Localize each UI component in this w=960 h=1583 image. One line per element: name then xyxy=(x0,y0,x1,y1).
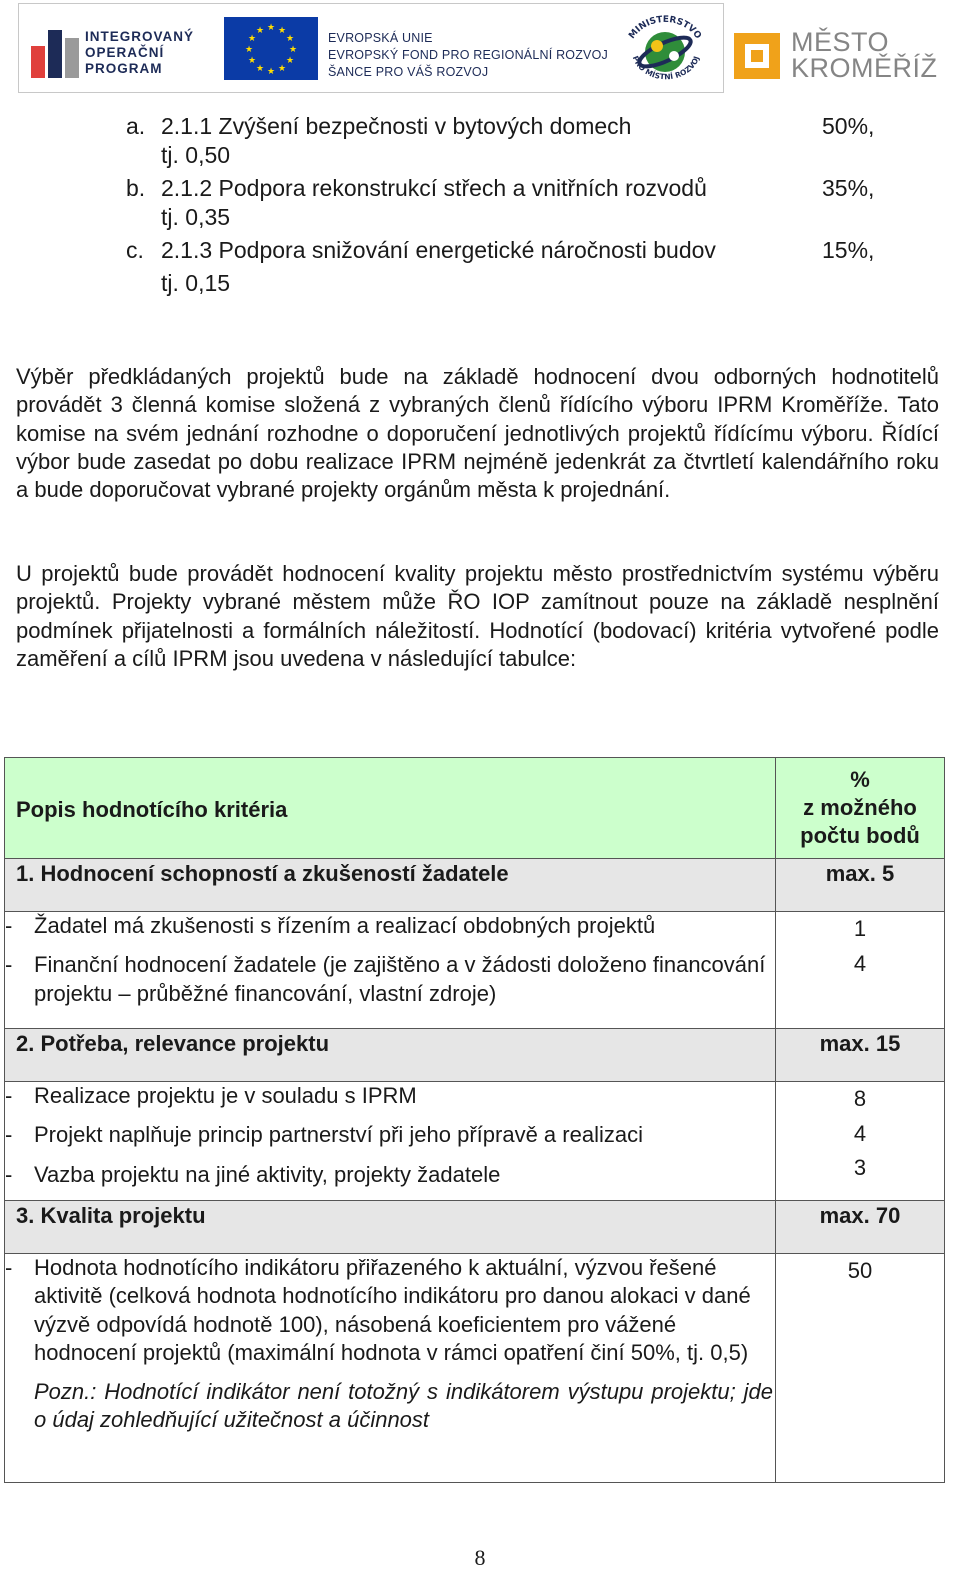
item-dash: - xyxy=(5,952,13,978)
list-item-continuation: tj. 0,35 xyxy=(161,204,231,230)
section-title: 3. Kvalita projektu xyxy=(5,1201,776,1254)
svg-text:★: ★ xyxy=(285,56,295,66)
header-points-line: % xyxy=(850,767,870,792)
table-row xyxy=(5,1254,945,1483)
list-item-text: 2.1.3 Podpora snižování energetické náročnosti budov xyxy=(161,237,716,263)
measure-list xyxy=(126,113,886,299)
item-text: Žadatel má zkušenosti s řízením a realizací obdobných projektů xyxy=(34,913,656,938)
criterion-item xyxy=(5,1082,775,1110)
header-criterion: Popis hodnotícího kritéria xyxy=(5,758,776,859)
item-dash: - xyxy=(5,1083,13,1108)
page-number: 8 xyxy=(474,1545,486,1570)
item-text: Realizace projektu je v souladu s IPRM xyxy=(34,1083,417,1108)
item-points: 4 xyxy=(853,950,867,976)
list-marker: c. xyxy=(126,237,144,263)
svg-text:★: ★ xyxy=(266,67,276,77)
item-dash: - xyxy=(5,1255,13,1280)
header-points-line: z možného xyxy=(803,795,917,820)
criterion-item xyxy=(5,1161,775,1189)
svg-text:★: ★ xyxy=(277,64,287,74)
criterion-item xyxy=(5,1254,775,1367)
list-item-continuation: tj. 0,15 xyxy=(161,270,231,296)
paragraph-evaluation: U projektů bude provádět hodnocení kvality projektu město prostřednictvím systému výběru projektů. Projekty vybrané městem může ŘO IOP zamítnout pouze na základě nesplnění podmínek přijatelnosti a formálních náležitostí. Hodnotící (bodovací) kritéria vytvořené podle zaměření a cílů IPRM jsou uvedena v následující tabulce: xyxy=(16,561,939,671)
criterion-item xyxy=(5,912,775,940)
section-title: 1. Hodnocení schopností a zkušeností žadatele xyxy=(5,859,776,912)
section-max: max. 15 xyxy=(776,1029,945,1082)
iop-logo-mark-icon xyxy=(29,18,81,78)
points-cell xyxy=(776,912,945,1029)
item-dash: - xyxy=(5,913,13,938)
iop-logo-line: INTEGROVANÝ xyxy=(85,29,195,44)
criteria-table xyxy=(4,757,945,1483)
table-row xyxy=(5,1082,945,1201)
list-item-percent: 35%, xyxy=(822,175,875,201)
list-item-percent: 15%, xyxy=(822,237,875,263)
list-item xyxy=(126,175,886,237)
item-points: 3 xyxy=(853,1155,867,1180)
criteria-cell xyxy=(5,912,776,1029)
table-header-row xyxy=(5,758,945,859)
svg-text:★: ★ xyxy=(266,23,276,33)
city-logo-line: MĚSTO xyxy=(791,27,890,57)
item-text: Projekt naplňuje princip partnerství při jeho přípravě a realizaci xyxy=(34,1122,643,1148)
criterion-note: Pozn.: Hodnotící indikátor není totožný s indikátorem výstupu projektu; jde o údaj zohledňující užitečnost a účinnost xyxy=(34,1379,773,1433)
points-cell xyxy=(776,1254,945,1483)
city-logo-line: KROMĚŘÍŽ xyxy=(791,53,938,83)
criteria-cell xyxy=(5,1082,776,1201)
item-points: 8 xyxy=(853,1086,867,1111)
eu-logo-line: EVROPSKÁ UNIE xyxy=(328,31,433,45)
svg-text:★: ★ xyxy=(277,26,287,36)
list-item-continuation: tj. 0,50 xyxy=(161,142,231,168)
city-logo-text xyxy=(791,29,938,81)
list-item xyxy=(126,237,886,299)
list-item xyxy=(126,113,886,175)
iop-logo-line: OPERAČNÍ xyxy=(85,45,165,60)
svg-text:★: ★ xyxy=(247,56,257,66)
section-max: max. 70 xyxy=(776,1201,945,1254)
section-max: max. 5 xyxy=(776,859,945,912)
paragraph-selection: Výběr předkládaných projektů bude na základě hodnocení dvou odborných hodnotitelů provádět 3 členná komise složená z vybraných členů řídícího výboru IPRM Kroměříže. Tato komise na svém jednání rozhodne o doporučení jednotlivých projektů řídícímu výboru. Řídící výbor bude zasedat po dobu realizace IPRM nejméně jedenkrát za čtvrtletí kalendářního roku a bude doporučovat vybrané projekty orgánům města k projednání. xyxy=(16,364,939,503)
criterion-item xyxy=(5,951,775,1008)
list-item-text: 2.1.2 Podpora rekonstrukcí střech a vnitřních rozvodů xyxy=(161,175,707,201)
points-cell xyxy=(776,1082,945,1201)
criterion-item xyxy=(5,1121,775,1149)
svg-text:★: ★ xyxy=(255,26,265,36)
logo-strip xyxy=(18,3,724,93)
item-points: 50 xyxy=(847,1258,873,1283)
item-points: 1 xyxy=(853,916,867,941)
item-text: Vazba projektu na jiné aktivity, projekty žadatele xyxy=(34,1161,501,1187)
iop-logo-text xyxy=(85,29,194,77)
item-dash: - xyxy=(5,1122,13,1148)
svg-text:★: ★ xyxy=(244,45,254,55)
city-logo xyxy=(734,25,939,85)
eu-flag-icon xyxy=(224,17,318,80)
item-text: Hodnota hodnotícího indikátoru přiřazeného k aktuální, výzvou řešené aktivitě (celková hodnota hodnotícího indikátoru pro danou alokaci v dané výzvě odpovídá hodnotě 100), násobená koeficientem pro vážené hodnocení projektů (maximální hodnota v rámci opatření činí 50%, tj. 0,5) xyxy=(34,1255,751,1365)
header-points xyxy=(776,758,945,859)
item-dash: - xyxy=(5,1161,13,1187)
iop-logo-line: PROGRAM xyxy=(85,61,163,76)
eu-logo-text xyxy=(328,30,608,81)
section-row xyxy=(5,1201,945,1254)
table-row xyxy=(5,912,945,1029)
ministry-logo-icon xyxy=(619,12,711,84)
section-row xyxy=(5,1029,945,1082)
list-item-percent: 50%, xyxy=(822,113,875,139)
criteria-cell xyxy=(5,1254,776,1483)
city-logo-mark-icon xyxy=(734,33,780,79)
section-title: 2. Potřeba, relevance projektu xyxy=(5,1029,776,1082)
item-text: Finanční hodnocení žadatele (je zajištěno a v žádosti doloženo financování projektu – průběžné financování, vlastní zdroje) xyxy=(34,952,766,1006)
svg-text:★: ★ xyxy=(247,34,257,44)
item-points: 4 xyxy=(853,1120,867,1146)
svg-text:★: ★ xyxy=(255,64,265,74)
list-marker: a. xyxy=(126,113,146,139)
section-row xyxy=(5,859,945,912)
svg-text:★: ★ xyxy=(285,34,295,44)
header-points-line: počtu bodů xyxy=(800,823,920,848)
eu-logo-line: EVROPSKÝ FOND PRO REGIONÁLNÍ ROZVOJ xyxy=(328,48,608,62)
list-item-text: 2.1.1 Zvýšení bezpečnosti v bytových domech xyxy=(161,113,632,139)
svg-text:PRO MÍSTNÍ ROZVOJ: PRO MÍSTNÍ ROZVOJ xyxy=(630,54,702,82)
svg-text:MINISTERSTVO: MINISTERSTVO xyxy=(627,14,703,42)
eu-logo-line: ŠANCE PRO VÁŠ ROZVOJ xyxy=(328,65,489,79)
list-marker: b. xyxy=(126,175,146,201)
svg-text:★: ★ xyxy=(288,45,298,55)
